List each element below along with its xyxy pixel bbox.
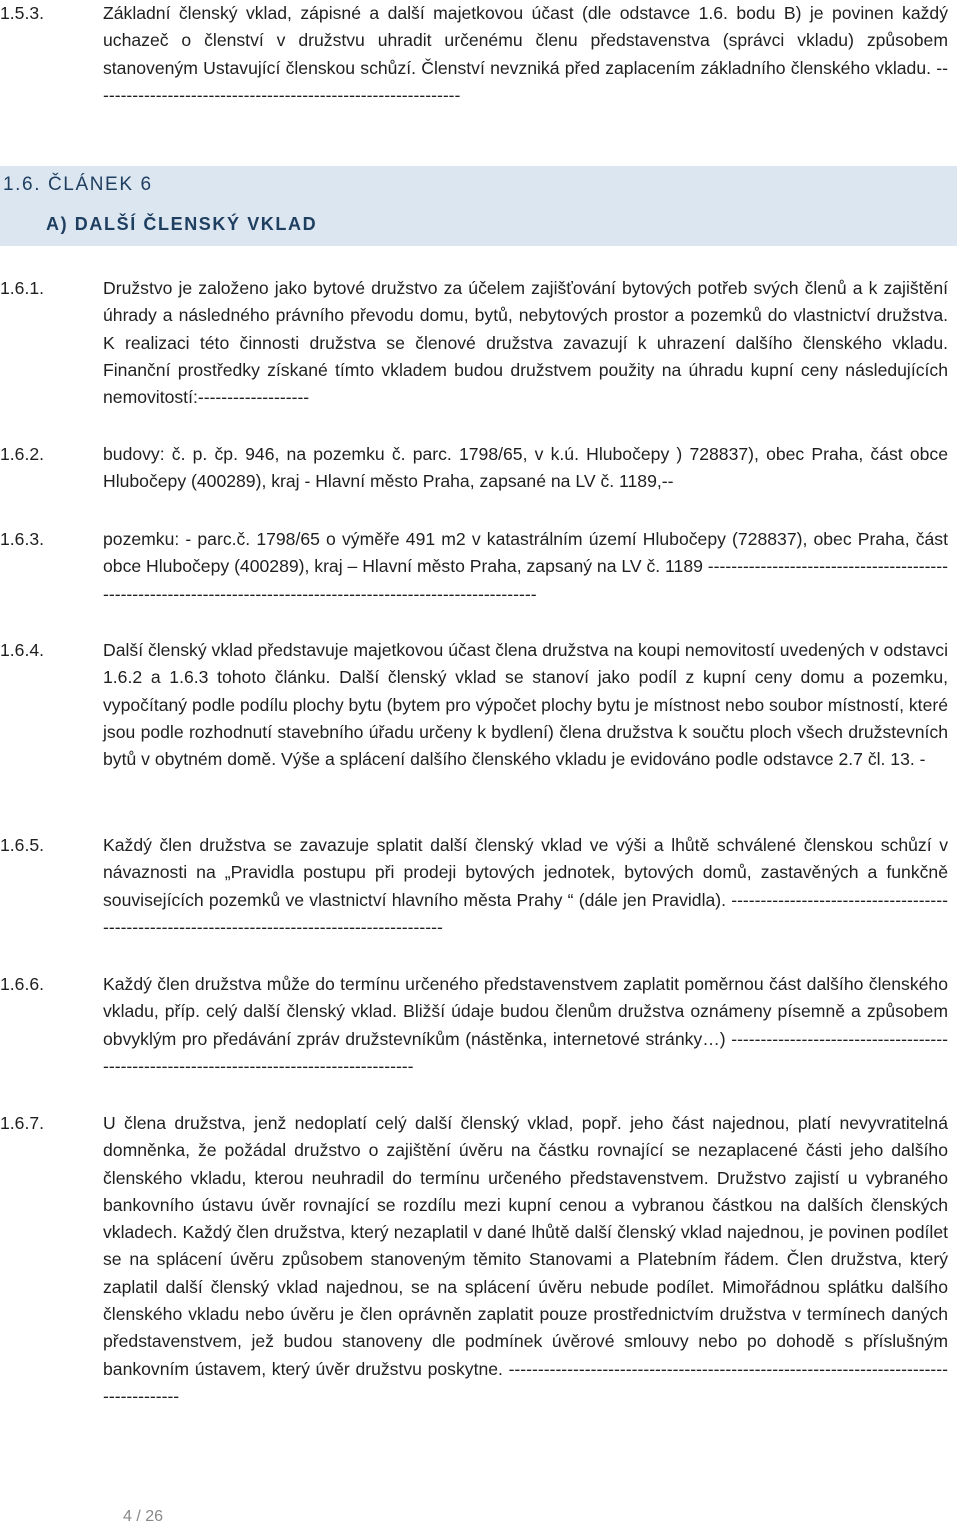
paragraph-text: Každý člen družstva může do termínu určeného představenstvem zaplatit poměrnou část dalšího členského vkladu, příp. celý další členský vklad. Bližší údaje budou členům družstva oznámeny písemně a způsobem obvyklým pro předávání zpráv družstevníkům (nástěnka, internetové stránky…) ------------------------------------------------------------------------------------------ [103, 974, 948, 1076]
paragraph-1-5-3 [0, 0, 948, 109]
paragraph-text: Další členský vklad představuje majetkovou účast člena družstva na koupi nemovitostí uvedených v odstavci 1.6.2 a 1.6.3 tohoto článku. Další členský vklad se stanoví jako podíl z kupní ceny domu a pozemku, vypočítaný podle podílu plochy bytu (bytem pro výpočet plochy bytu je místnost nebo soubor místností, které jsou podle rozhodnutí stavebního úřadu určeny k bydlení) člena družstva k součtu ploch všech družstevních bytů v obytném domě. Výše a splácení dalšího členského vkladu je evidováno podle odstavce 2.7 čl. 13. - [103, 640, 948, 770]
paragraph-number: 1.6.4. [0, 640, 45, 660]
paragraph-text: Družstvo je založeno jako bytové družstvo za účelem zajišťování bytových potřeb svých členů a k zajištění úhrady a následného právního převodu domu, bytů, nebytových prostor a pozemků do vlastnictví družstva. K realizaci této činnosti družstva se členové družstva zavazují k uhrazení dalšího členského vkladu. Finanční prostředky získané tímto vkladem budou družstvem použity na úhradu kupní ceny následujících nemovitostí:------------------- [103, 278, 948, 408]
paragraph-1-6-2 [0, 441, 948, 496]
paragraph-number: 1.6.2. [0, 444, 45, 464]
page-number: 4 / 26 [123, 1508, 164, 1525]
paragraph-text: Každý člen družstva se zavazuje splatit další členský vklad ve výši a lhůtě schválené členskou schůzí v návaznosti na „Pravidla postupu při prodeji bytových jednotek, bytových domů, zastavěných a funkčně souvisejících pozemků ve vlastnictví hlavního města Prahy “ (dále jen Pravidla). ----------------------------------------------------------------------------------------------- [103, 835, 948, 937]
paragraph-1-6-7 [0, 1110, 948, 1410]
paragraph-1-6-5 [0, 832, 948, 941]
paragraph-number: 1.6.6. [0, 974, 45, 994]
paragraph-number: 1.6.1. [0, 278, 45, 298]
paragraph-text: pozemku: - parc.č. 1798/65 o výměře 491 m2 v katastrálním území Hlubočepy (728837), obec Praha, část obce Hlubočepy (400289), kraj – Hlavní město Praha, zapsaný na LV č. 1189 ------------------------------------------------------------------------------------------------------------------- [103, 529, 948, 604]
paragraph-1-6-4 [0, 637, 948, 773]
article-heading-block [0, 166, 957, 246]
paragraph-number: 1.6.3. [0, 529, 45, 549]
paragraph-1-6-6 [0, 971, 948, 1080]
section-subheading: A) DALŠÍ ČLENSKÝ VKLAD [46, 214, 318, 234]
paragraph-number: 1.6.7. [0, 1113, 45, 1133]
article-heading: 1.6. ČLÁNEK 6 [3, 174, 153, 195]
paragraph-number: 1.5.3. [0, 3, 45, 23]
paragraph-text: Základní členský vklad, zápisné a další majetkovou účast (dle odstavce 1.6. bodu B) je povinen každý uchazeč o členství v družstvu uhradit určenému členu představenstva (správci vkladu) způsobem stanoveným Ustavující členskou schůzí. Členství nevzniká před zaplacením základního členského vkladu. --------------------------------------------------------------- [103, 3, 948, 105]
paragraph-text: budovy: č. p. čp. 946, na pozemku č. parc. 1798/65, v k.ú. Hlubočepy ) 728837), obec Praha, část obce Hlubočepy (400289), kraj - Hlavní město Praha, zapsané na LV č. 1189,-- [103, 444, 948, 492]
paragraph-1-6-3 [0, 526, 948, 608]
paragraph-1-6-1 [0, 275, 948, 411]
paragraph-text: U člena družstva, jenž nedoplatí celý další členský vklad, popř. jeho část najednou, platí nevyvratitelná domněnka, že požádal družstvo o zajištění úvěru na částku rovnající se nezaplacené části jeho dalšího členského vkladu, kterou neuhradil do termínu určeného představenstvem. Družstvo zajistí u vybraného bankovního ústavu úvěr rovnající se rozdílu mezi kupní cenou a vybranou částkou na dalších členských vkladech. Každý člen družstva, který nezaplatil v dané lhůtě další členský vklad najednou, je povinen podílet se na splácení úvěru způsobem stanoveným těmito Stanovami a Platebním řádem. Člen družstva, který zaplatil další členský vklad najednou, se na splácení úvěru nebude podílet. Mimořádnou splátku dalšího členského vkladu nebo úvěru je člen oprávněn zaplatit pouze prostřednictvím družstva v termínech daných představenstvem, jež budou stanoveny dle podmínek úvěrové smlouvy nebo po dohodě s příslušným bankovním ústavem, který úvěr družstvu poskytne. ---------------------------------------------------------------------------------------- [103, 1113, 948, 1406]
paragraph-number: 1.6.5. [0, 835, 45, 855]
